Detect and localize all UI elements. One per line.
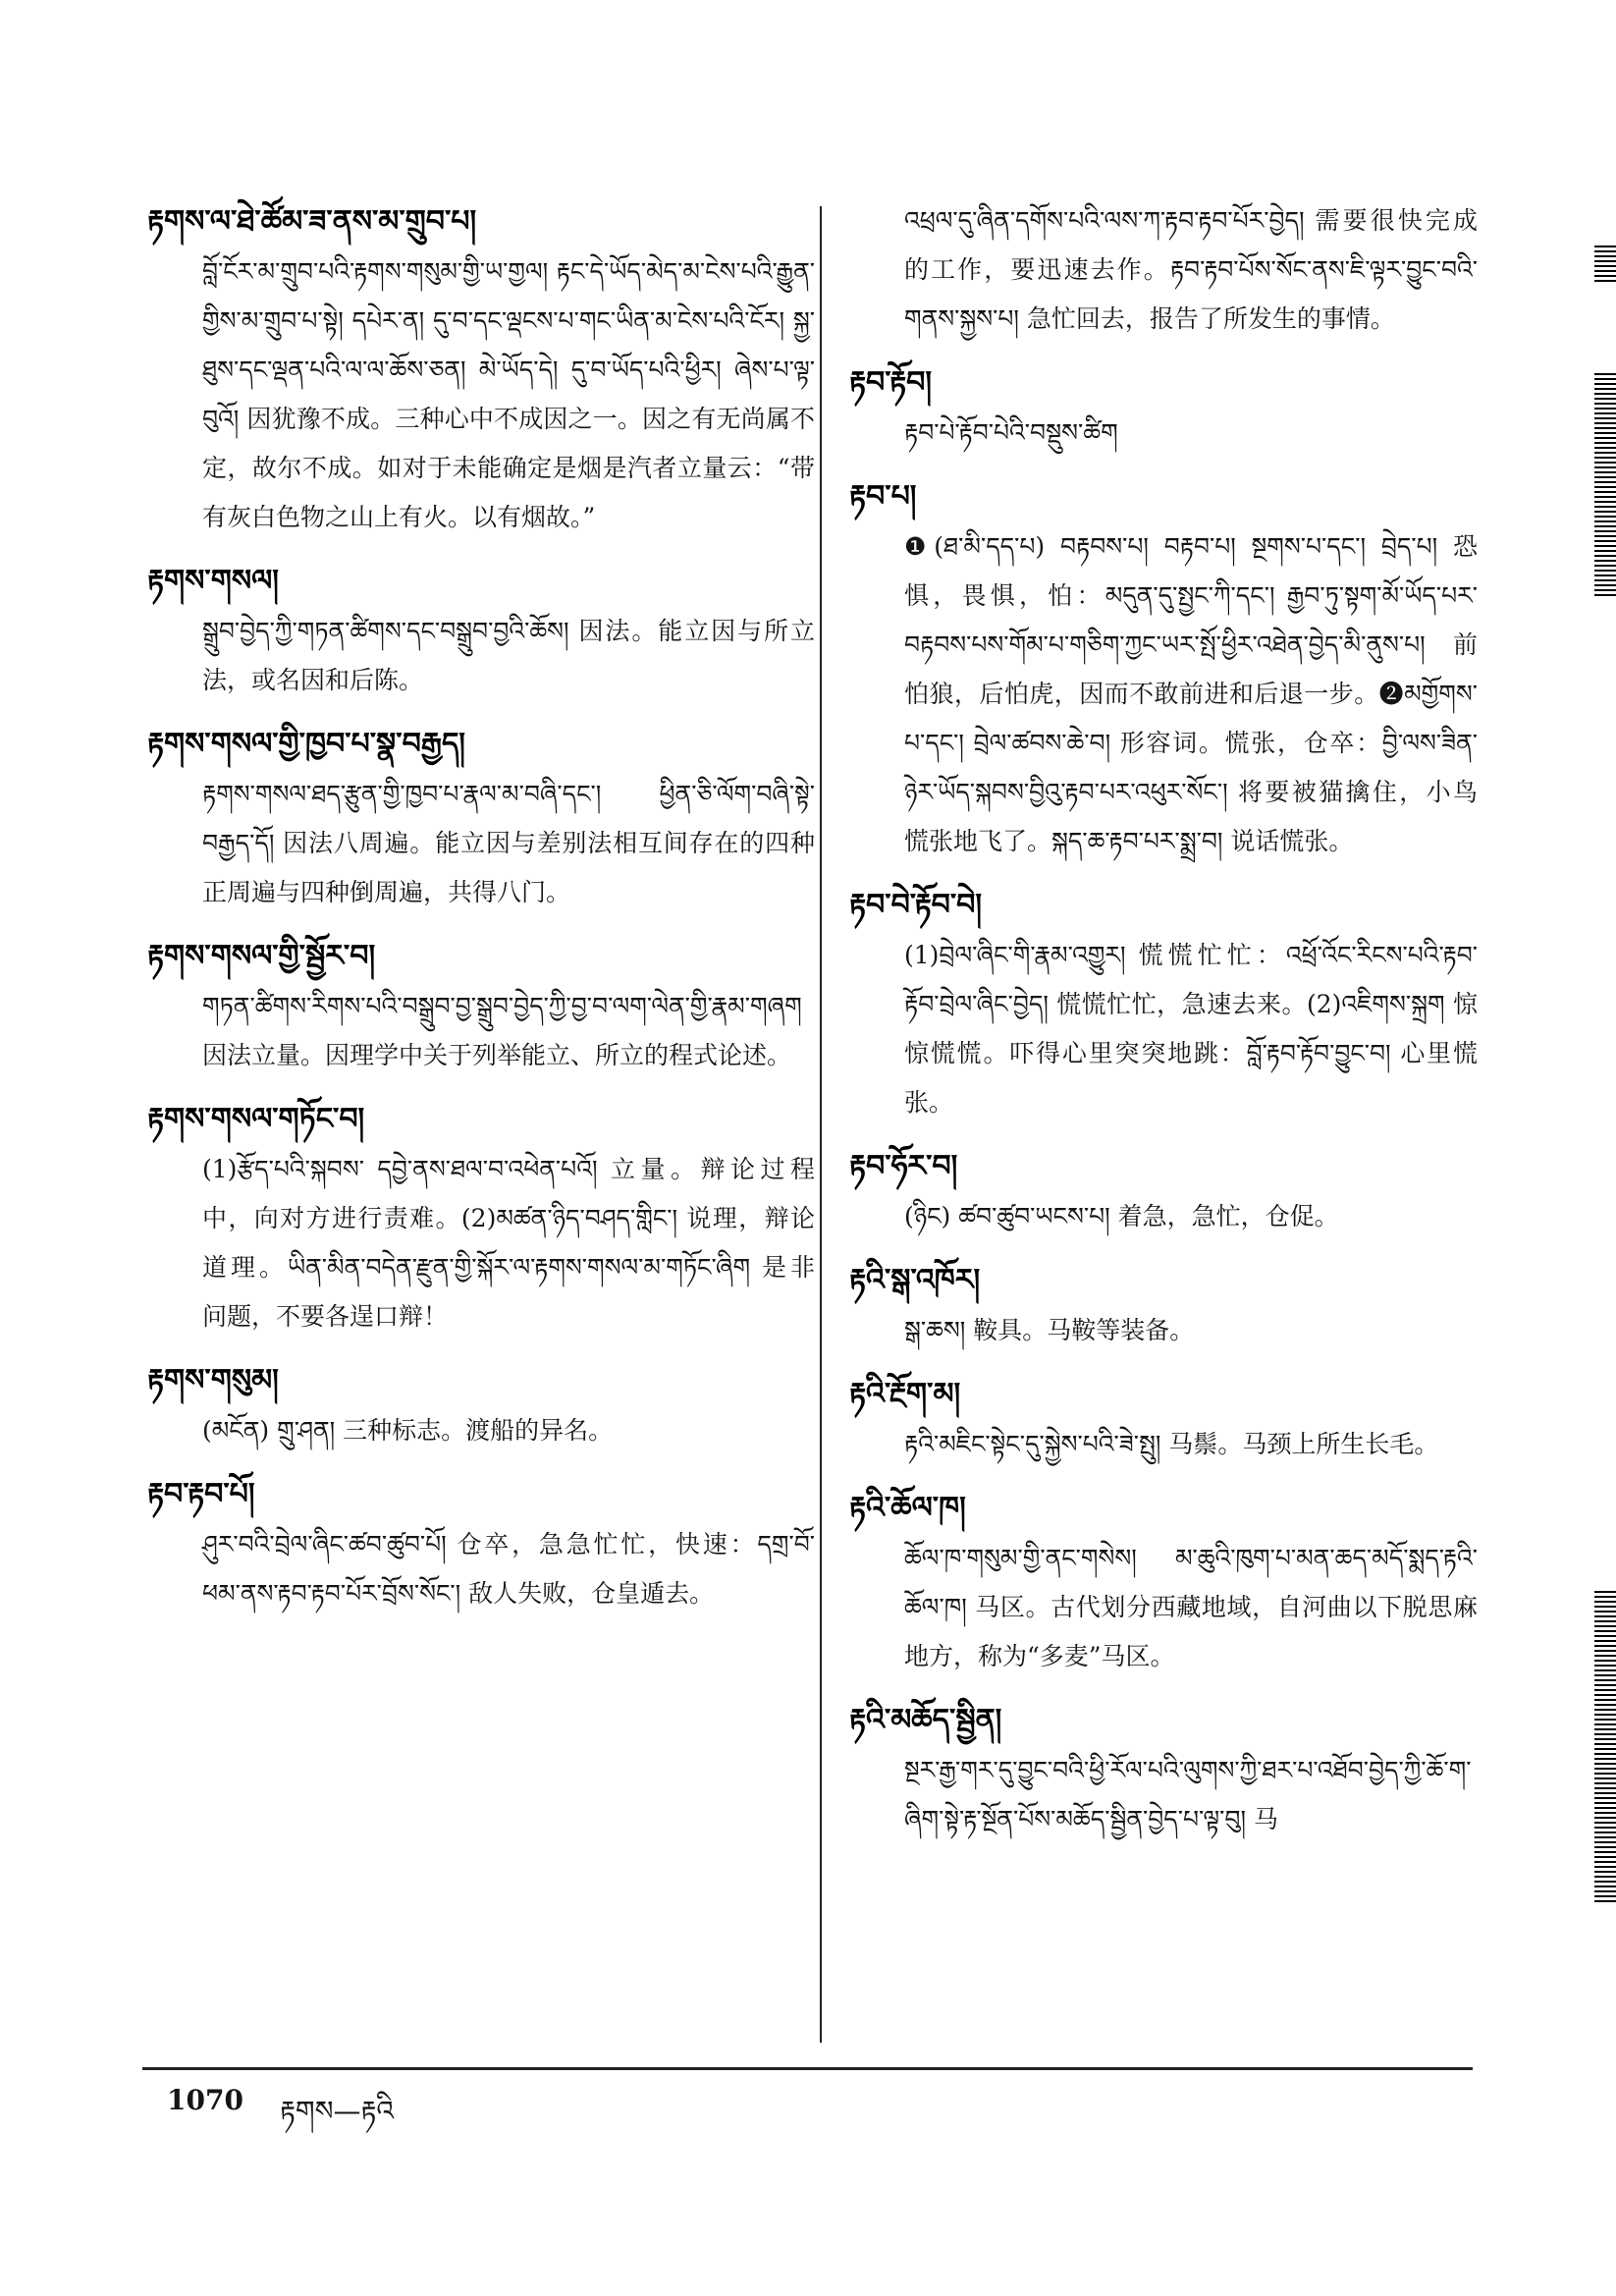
right-entries (849, 357, 1478, 1844)
dictionary-entry (147, 1469, 815, 1618)
entry-definition: རྟགས་གསལ་ཐད་རྩུན་གྱི་ཁྱབ་པ་རྣལ་མ་བཞི་དང་། ཕྱིན་ཅི་ལོག་བཞི་སྟེ་བརྒྱད་དོ། 因法八周遍。能立因与差别法相互间存在的四种正周遍与四种倒周遍，共得八门。 (202, 780, 815, 906)
dictionary-entry (849, 1483, 1478, 1681)
entry-definition: བློ་ངོར་མ་གྲུབ་པའི་རྟགས་གསུམ་གྱི་ཡ་གྱལ། རྟང་དེ་ཡོད་མེད་མ་ངེས་པའི་རྒྱུན་གྱིས་མ་གྲུབ་པ་སྟེ། དཔེར་ན། དུ་བ་དང་ལྡངས་པ་གང་ཡིན་མ་ངེས་པའི་ངོར། སྐྱ་ཐུས་དང་ལྡན་པའི་ལ་ལ་ཆོས་ཅན། མེ་ཡོད་དེ། དུ་བ་ཡོད་པའི་ཕྱིར། ཞེས་པ་ལྟ་བུའོ། 因犹豫不成。三种心中不成因之一。因之有无尚属不定，故尔不成。如对于未能确定是烟是汽者立量云：“带有灰白色物之山上有火。以有烟故。” (202, 257, 815, 531)
dictionary-entry (147, 1355, 815, 1455)
continuation-text: འཕྲལ་དུ་ཞིན་དགོས་པའི་ལས་ཀ་རྟབ་རྟབ་པོར་བྱེད། 需要很快完成的工作，要迅速去作。རྟབ་རྟབ་པོས་སོང་ནས་ཇི་ལྟར་བྱུང་བའི་གནས་སྐྱས་པ། 急忙回去，报告了所发生的事情。 (904, 206, 1478, 333)
dictionary-entry (147, 931, 815, 1080)
dictionary-entry (849, 1695, 1478, 1844)
entry-definition: ❶(ཐ་མི་དད་པ) བརྟབས་པ། བརྟབ་པ། སྔགས་པ་དང་། བྲེད་པ། 恐惧，畏惧，怕：མདུན་དུ་སྤྱང་ཀི་དང་། རྒྱབ་ཏུ་སྟག་མོ་ཡོད་པར་བརྟབས་པས་གོམ་པ་གཅིག་ཀྱང་ཡར་སྤོ་ཕྱིར་འཐེན་བྱེད་མི་ནུས་པ། 前怕狼，后怕虎，因而不敢前进和后退一步。❷མགྱོགས་པ་དང་། བྲེལ་ཚབས་ཆེ་བ། 形容词。慌张，仓卒：བྱི་ལས་ཟིན་ཉེར་ཡོད་སྐབས་བྱིའུ་རྟབ་པར་འཕུར་སོང་། 将要被猫擒住，小鸟慌张地飞了。སྐད་ཆ་རྟབ་པར་སྨྲ་བ། 说话慌张。 (904, 532, 1478, 855)
dictionary-entry (849, 880, 1478, 1127)
scan-edge-mark (1594, 246, 1616, 285)
entry-definition: (ཉིང) ཚབ་ཚུབ་ཡངས་པ། 着急，急忙，仓促。 (904, 1202, 1339, 1230)
entry-headword: རྟབ་ཧོར་བ། (849, 1149, 958, 1183)
entry-definition: ཤུར་བའི་བྲེལ་ཞིང་ཚབ་ཚུབ་པོ། 仓卒，急急忙忙，快速：དགྲ་བོ་ཕམ་ནས་རྟབ་རྟབ་པོར་བྲོས་སོང་། 敌人失败，仓皇遁去。 (202, 1530, 815, 1608)
dictionary-entry (849, 1141, 1478, 1241)
entry-headword: རྟབ་རྟབ་པོ། (147, 1477, 255, 1511)
entry-headword: རྟགས་ལ་ཐེ་ཚོམ་ཟ་ནས་མ་གྲུབ་པ། (147, 204, 477, 239)
scan-edge-mark (1594, 1591, 1616, 1905)
entry-headword: རྟའི་ཆོལ་ཁ། (849, 1491, 966, 1525)
dictionary-entry (849, 357, 1478, 458)
right-column (849, 196, 1478, 1858)
entry-headword: རྟགས་གསལ། (147, 564, 279, 598)
page-number: 1070 (167, 2084, 243, 2116)
entry-headword: རྟའི་མཆོད་སྦྱིན། (849, 1703, 1002, 1737)
entry-headword: རྟའི་སྒ་འཁོར། (849, 1263, 981, 1297)
column-divider (820, 206, 822, 2043)
left-column (147, 196, 815, 1632)
dictionary-entry (147, 196, 815, 542)
entry-definition: (1)རྩོད་པའི་སྐབས་ དབྱེ་ནས་ཐལ་བ་འཕེན་པའོ། 立量。辩论过程中，向对方进行责难。(2)མཚན་ཉིད་བཤད་གླིང་། 说理，辩论道理。ཡིན་མིན་བདེན་རྫུན་གྱི་སྐོར་ལ་རྟགས་གསལ་མ་གཏོང་ཞིག 是非问题，不要各逞口辩！ (202, 1155, 815, 1331)
entry-headword: རྟབ་བེ་རྟོབ་བེ། (849, 888, 983, 922)
entry-definition: རྟའི་མཇིང་སྟེང་དུ་སྐྱེས་པའི་ཟེ་སྤུ། 马鬃。马颈上所生长毛。 (904, 1430, 1439, 1458)
entry-definition: (1)བྲེལ་ཞིང་གི་རྣམ་འགྱུར། 慌慌忙忙：འཕྲོ་འོང་རིངས་པའི་རྟབ་རྟོབ་བྲེལ་ཞིང་བྱེད། 慌慌忙忙，急速去来。(2)འཇིགས་སྐྲག 惊惊慌慌。吓得心里突突地跳：བློ་རྟབ་རྟོབ་བྱུང་བ། 心里慌张。 (904, 941, 1478, 1117)
dictionary-entry (147, 556, 815, 705)
continuation-entry (849, 196, 1478, 344)
running-head: རྟགས—རྟའི (280, 2095, 395, 2127)
footer-rule (142, 2067, 1473, 2070)
entry-definition: (མངོན) གྲུ་ཤན། 三种标志。渡船的异名。 (202, 1416, 614, 1445)
dictionary-entry (147, 1094, 815, 1341)
entry-headword: རྟགས་གསལ་གཏོང་བ། (147, 1102, 365, 1136)
entry-headword: རྟགས་གསལ་གྱི་ཁྱབ་པ་སྣ་བརྒྱད། (147, 727, 465, 761)
dictionary-entry (849, 1369, 1478, 1469)
dictionary-entry (147, 719, 815, 917)
entry-definition: ཆོལ་ཁ་གསུམ་གྱི་ནང་གསེས། མ་ཆུའི་ཁུག་པ་མན་ཆད་མདོ་སྨད་རྟའི་ཆོལ་ཁ། 马区。古代划分西藏地域，自河曲以下脱思麻地方，称为“多麦”马区。 (904, 1544, 1478, 1670)
entry-definition: སྒྲུབ་བྱེད་ཀྱི་གཏན་ཚིགས་དང་བསྒྲུབ་བྱའི་ཆོས། 因法。能立因与所立法，或名因和后陈。 (202, 617, 815, 694)
entry-definition: སྒ་ཆས། 鞍具。马鞍等装备。 (904, 1316, 1195, 1344)
entry-definition: སྔར་རྒྱ་གར་དུ་བྱུང་བའི་ཕྱི་རོལ་པའི་ལུགས་ཀྱི་ཐར་པ་འཐོབ་བྱེད་ཀྱི་ཆོ་ག་ཞིག་སྟེ་རྟ་སྔོན་པོས་མཆོད་སྦྱིན་བྱེད་པ་ལྟ་བུ། 马 (904, 1756, 1472, 1833)
entry-headword: རྟའི་རྔོག་མ། (849, 1377, 961, 1411)
entry-headword: རྟགས་གསལ་གྱི་སྦྱོར་བ། (147, 939, 376, 973)
entry-headword: རྟགས་གསུམ། (147, 1363, 279, 1397)
dictionary-entry (849, 471, 1478, 866)
dictionary-entry (849, 1255, 1478, 1355)
entry-headword: རྟབ་རྟོབ། (849, 365, 932, 400)
scan-edge-mark (1594, 373, 1616, 599)
entry-definition: རྟབ་པེ་རྟོབ་པེའི་བསྡུས་ཚིག (904, 418, 1118, 447)
entry-headword: རྟབ་པ། (849, 479, 917, 514)
entry-definition: གཏན་ཚིགས་རིགས་པའི་བསྒྲུབ་བྱ་སྒྲུབ་བྱེད་ཀྱི་བྱ་བ་ལག་ལེན་གྱི་རྣམ་གཞག 因法立量。因理学中关于列举能立、所立的程式论述。 (202, 992, 802, 1069)
